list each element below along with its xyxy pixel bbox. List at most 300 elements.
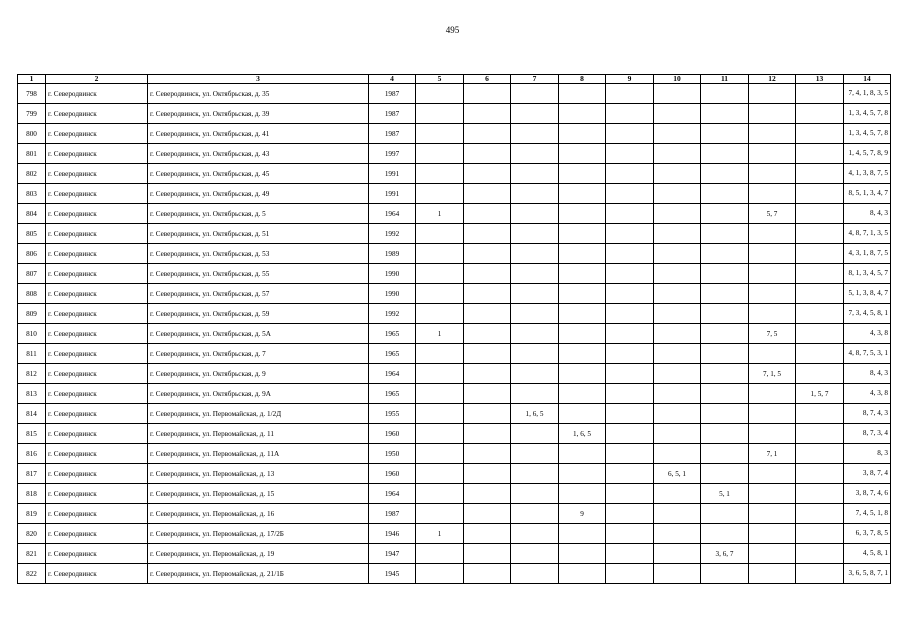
cell-col-7 bbox=[511, 524, 559, 544]
cell-col-14: 7, 4, 1, 8, 3, 5 bbox=[844, 84, 891, 104]
cell-col-13 bbox=[796, 344, 844, 364]
cell-col-7 bbox=[511, 164, 559, 184]
cell-col-7 bbox=[511, 544, 559, 564]
cell-col-14: 3, 6, 5, 8, 7, 1 bbox=[844, 564, 891, 584]
cell-col-5 bbox=[416, 384, 464, 404]
cell-col-6 bbox=[464, 144, 511, 164]
housing-registry-table bbox=[17, 74, 891, 584]
cell-year: 1990 bbox=[369, 264, 416, 284]
table-row bbox=[18, 484, 891, 504]
cell-col-8 bbox=[559, 364, 606, 384]
cell-settlement: г. Северодвинск bbox=[46, 364, 148, 384]
cell-col-8 bbox=[559, 564, 606, 584]
cell-col-9 bbox=[606, 144, 654, 164]
cell-year: 1964 bbox=[369, 484, 416, 504]
cell-col-6 bbox=[464, 124, 511, 144]
cell-col-9 bbox=[606, 84, 654, 104]
cell-col-12 bbox=[749, 484, 796, 504]
cell-settlement: г. Северодвинск bbox=[46, 484, 148, 504]
cell-year: 1960 bbox=[369, 424, 416, 444]
cell-settlement: г. Северодвинск bbox=[46, 184, 148, 204]
cell-col-14: 1, 3, 4, 5, 7, 8 bbox=[844, 124, 891, 144]
cell-col-6 bbox=[464, 444, 511, 464]
cell-year: 1991 bbox=[369, 184, 416, 204]
cell-col-14: 8, 4, 3 bbox=[844, 204, 891, 224]
cell-col-6 bbox=[464, 484, 511, 504]
cell-settlement: г. Северодвинск bbox=[46, 144, 148, 164]
cell-col-6 bbox=[464, 504, 511, 524]
cell-row-number: 814 bbox=[18, 404, 46, 424]
cell-col-7 bbox=[511, 224, 559, 244]
cell-col-7 bbox=[511, 284, 559, 304]
cell-col-9 bbox=[606, 224, 654, 244]
table-row bbox=[18, 404, 891, 424]
cell-year: 1992 bbox=[369, 304, 416, 324]
cell-col-13 bbox=[796, 524, 844, 544]
cell-col-6 bbox=[464, 104, 511, 124]
cell-col-7 bbox=[511, 344, 559, 364]
cell-col-10 bbox=[654, 104, 701, 124]
cell-col-8 bbox=[559, 444, 606, 464]
cell-settlement: г. Северодвинск bbox=[46, 564, 148, 584]
cell-col-7 bbox=[511, 104, 559, 124]
cell-row-number: 822 bbox=[18, 564, 46, 584]
cell-settlement: г. Северодвинск bbox=[46, 324, 148, 344]
column-header-11: 11 bbox=[701, 75, 749, 84]
column-header-4: 4 bbox=[369, 75, 416, 84]
cell-col-8 bbox=[559, 104, 606, 124]
cell-row-number: 800 bbox=[18, 124, 46, 144]
cell-col-8 bbox=[559, 304, 606, 324]
cell-col-10 bbox=[654, 324, 701, 344]
cell-col-11 bbox=[701, 144, 749, 164]
cell-col-6 bbox=[464, 344, 511, 364]
cell-col-12 bbox=[749, 544, 796, 564]
cell-col-14: 8, 4, 3 bbox=[844, 364, 891, 384]
cell-col-14: 4, 3, 1, 8, 7, 5 bbox=[844, 244, 891, 264]
cell-col-13 bbox=[796, 224, 844, 244]
column-header-14: 14 bbox=[844, 75, 891, 84]
cell-col-7 bbox=[511, 424, 559, 444]
cell-col-12: 7, 5 bbox=[749, 324, 796, 344]
cell-col-12 bbox=[749, 284, 796, 304]
cell-col-11: 5, 1 bbox=[701, 484, 749, 504]
cell-col-9 bbox=[606, 464, 654, 484]
cell-col-5: 1 bbox=[416, 524, 464, 544]
cell-col-12 bbox=[749, 264, 796, 284]
cell-col-12 bbox=[749, 224, 796, 244]
cell-year: 1987 bbox=[369, 124, 416, 144]
cell-col-11 bbox=[701, 224, 749, 244]
cell-col-10 bbox=[654, 224, 701, 244]
cell-col-6 bbox=[464, 204, 511, 224]
cell-row-number: 810 bbox=[18, 324, 46, 344]
cell-col-12 bbox=[749, 464, 796, 484]
cell-col-14: 1, 3, 4, 5, 7, 8 bbox=[844, 104, 891, 124]
cell-col-9 bbox=[606, 104, 654, 124]
cell-col-13 bbox=[796, 564, 844, 584]
cell-col-12 bbox=[749, 424, 796, 444]
cell-col-5 bbox=[416, 444, 464, 464]
cell-col-12 bbox=[749, 84, 796, 104]
cell-year: 1990 bbox=[369, 284, 416, 304]
cell-address: г. Северодвинск, ул. Первомайская, д. 11 bbox=[148, 424, 369, 444]
cell-col-12 bbox=[749, 504, 796, 524]
cell-col-14: 8, 5, 1, 3, 4, 7 bbox=[844, 184, 891, 204]
cell-settlement: г. Северодвинск bbox=[46, 464, 148, 484]
cell-col-14: 6, 3, 7, 8, 5 bbox=[844, 524, 891, 544]
cell-col-5 bbox=[416, 184, 464, 204]
cell-col-9 bbox=[606, 264, 654, 284]
cell-col-5 bbox=[416, 424, 464, 444]
cell-address: г. Северодвинск, ул. Первомайская, д. 15 bbox=[148, 484, 369, 504]
table-row bbox=[18, 204, 891, 224]
cell-col-5: 1 bbox=[416, 324, 464, 344]
cell-col-8 bbox=[559, 184, 606, 204]
table-row bbox=[18, 464, 891, 484]
cell-col-7 bbox=[511, 244, 559, 264]
cell-address: г. Северодвинск, ул. Октябрьская, д. 43 bbox=[148, 144, 369, 164]
cell-col-6 bbox=[464, 284, 511, 304]
table-row bbox=[18, 184, 891, 204]
cell-address: г. Северодвинск, ул. Первомайская, д. 13 bbox=[148, 464, 369, 484]
cell-col-7 bbox=[511, 484, 559, 504]
cell-col-11 bbox=[701, 404, 749, 424]
cell-address: г. Северодвинск, ул. Первомайская, д. 11А bbox=[148, 444, 369, 464]
cell-row-number: 818 bbox=[18, 484, 46, 504]
table-row bbox=[18, 344, 891, 364]
cell-col-8: 1, 6, 5 bbox=[559, 424, 606, 444]
cell-col-8: 9 bbox=[559, 504, 606, 524]
cell-col-13 bbox=[796, 324, 844, 344]
table-row bbox=[18, 224, 891, 244]
cell-col-12: 5, 7 bbox=[749, 204, 796, 224]
cell-col-8 bbox=[559, 404, 606, 424]
cell-settlement: г. Северодвинск bbox=[46, 124, 148, 144]
cell-col-11 bbox=[701, 564, 749, 584]
cell-settlement: г. Северодвинск bbox=[46, 164, 148, 184]
cell-col-11 bbox=[701, 184, 749, 204]
cell-col-9 bbox=[606, 524, 654, 544]
cell-col-8 bbox=[559, 344, 606, 364]
cell-col-11 bbox=[701, 364, 749, 384]
cell-col-13 bbox=[796, 424, 844, 444]
cell-col-10 bbox=[654, 304, 701, 324]
cell-col-5 bbox=[416, 344, 464, 364]
cell-col-13 bbox=[796, 144, 844, 164]
cell-settlement: г. Северодвинск bbox=[46, 504, 148, 524]
cell-year: 1946 bbox=[369, 524, 416, 544]
cell-settlement: г. Северодвинск bbox=[46, 104, 148, 124]
cell-year: 1987 bbox=[369, 84, 416, 104]
cell-col-13 bbox=[796, 204, 844, 224]
cell-col-5 bbox=[416, 224, 464, 244]
cell-col-11 bbox=[701, 264, 749, 284]
cell-col-14: 7, 3, 4, 5, 8, 1 bbox=[844, 304, 891, 324]
cell-col-14: 4, 3, 8 bbox=[844, 384, 891, 404]
cell-col-8 bbox=[559, 264, 606, 284]
cell-col-14: 8, 3 bbox=[844, 444, 891, 464]
cell-col-5 bbox=[416, 104, 464, 124]
cell-col-13 bbox=[796, 504, 844, 524]
table-row bbox=[18, 524, 891, 544]
cell-col-12 bbox=[749, 144, 796, 164]
cell-year: 1987 bbox=[369, 504, 416, 524]
cell-col-11 bbox=[701, 164, 749, 184]
column-header-8: 8 bbox=[559, 75, 606, 84]
cell-col-10 bbox=[654, 284, 701, 304]
cell-col-9 bbox=[606, 444, 654, 464]
cell-col-8 bbox=[559, 84, 606, 104]
cell-row-number: 817 bbox=[18, 464, 46, 484]
cell-col-13 bbox=[796, 264, 844, 284]
column-header-9: 9 bbox=[606, 75, 654, 84]
cell-col-7 bbox=[511, 204, 559, 224]
cell-col-6 bbox=[464, 384, 511, 404]
cell-col-11 bbox=[701, 344, 749, 364]
cell-col-14: 3, 8, 7, 4 bbox=[844, 464, 891, 484]
cell-col-13 bbox=[796, 84, 844, 104]
cell-address: г. Северодвинск, ул. Октябрьская, д. 39 bbox=[148, 104, 369, 124]
cell-address: г. Северодвинск, ул. Первомайская, д. 21/1Б bbox=[148, 564, 369, 584]
cell-col-7 bbox=[511, 184, 559, 204]
cell-col-14: 8, 1, 3, 4, 5, 7 bbox=[844, 264, 891, 284]
cell-col-8 bbox=[559, 244, 606, 264]
cell-year: 1960 bbox=[369, 464, 416, 484]
cell-col-8 bbox=[559, 484, 606, 504]
cell-col-9 bbox=[606, 184, 654, 204]
cell-col-11 bbox=[701, 524, 749, 544]
cell-col-8 bbox=[559, 144, 606, 164]
cell-settlement: г. Северодвинск bbox=[46, 344, 148, 364]
cell-address: г. Северодвинск, ул. Первомайская, д. 17/2Б bbox=[148, 524, 369, 544]
cell-address: г. Северодвинск, ул. Первомайская, д. 19 bbox=[148, 544, 369, 564]
table-row bbox=[18, 144, 891, 164]
cell-col-11: 3, 6, 7 bbox=[701, 544, 749, 564]
cell-col-6 bbox=[464, 224, 511, 244]
cell-col-12: 7, 1 bbox=[749, 444, 796, 464]
cell-row-number: 807 bbox=[18, 264, 46, 284]
cell-col-9 bbox=[606, 484, 654, 504]
cell-col-9 bbox=[606, 364, 654, 384]
cell-col-8 bbox=[559, 284, 606, 304]
cell-col-5 bbox=[416, 564, 464, 584]
cell-row-number: 801 bbox=[18, 144, 46, 164]
cell-address: г. Северодвинск, ул. Октябрьская, д. 57 bbox=[148, 284, 369, 304]
cell-col-11 bbox=[701, 244, 749, 264]
cell-col-10 bbox=[654, 344, 701, 364]
cell-col-7 bbox=[511, 324, 559, 344]
cell-col-13 bbox=[796, 484, 844, 504]
cell-col-10 bbox=[654, 404, 701, 424]
cell-col-11 bbox=[701, 124, 749, 144]
table-row bbox=[18, 284, 891, 304]
cell-col-6 bbox=[464, 304, 511, 324]
cell-row-number: 804 bbox=[18, 204, 46, 224]
cell-col-9 bbox=[606, 344, 654, 364]
cell-year: 1965 bbox=[369, 324, 416, 344]
cell-col-10 bbox=[654, 384, 701, 404]
cell-settlement: г. Северодвинск bbox=[46, 264, 148, 284]
cell-col-9 bbox=[606, 504, 654, 524]
table-row bbox=[18, 104, 891, 124]
cell-col-6 bbox=[464, 544, 511, 564]
cell-col-8 bbox=[559, 524, 606, 544]
cell-row-number: 809 bbox=[18, 304, 46, 324]
cell-col-13 bbox=[796, 364, 844, 384]
cell-year: 1964 bbox=[369, 204, 416, 224]
cell-col-9 bbox=[606, 384, 654, 404]
header-row bbox=[18, 75, 891, 84]
cell-col-6 bbox=[464, 404, 511, 424]
cell-col-12 bbox=[749, 304, 796, 324]
cell-col-6 bbox=[464, 524, 511, 544]
cell-row-number: 821 bbox=[18, 544, 46, 564]
cell-col-12 bbox=[749, 184, 796, 204]
cell-col-10 bbox=[654, 144, 701, 164]
cell-col-5 bbox=[416, 284, 464, 304]
cell-col-7 bbox=[511, 364, 559, 384]
cell-row-number: 806 bbox=[18, 244, 46, 264]
column-header-5: 5 bbox=[416, 75, 464, 84]
cell-year: 1965 bbox=[369, 344, 416, 364]
cell-col-5 bbox=[416, 84, 464, 104]
cell-col-13 bbox=[796, 544, 844, 564]
cell-col-14: 4, 8, 7, 5, 3, 1 bbox=[844, 344, 891, 364]
cell-row-number: 802 bbox=[18, 164, 46, 184]
table-row bbox=[18, 304, 891, 324]
column-header-10: 10 bbox=[654, 75, 701, 84]
cell-year: 1965 bbox=[369, 384, 416, 404]
cell-col-10 bbox=[654, 164, 701, 184]
cell-year: 1992 bbox=[369, 224, 416, 244]
cell-col-5 bbox=[416, 364, 464, 384]
cell-col-9 bbox=[606, 404, 654, 424]
cell-row-number: 798 bbox=[18, 84, 46, 104]
cell-col-14: 7, 4, 5, 1, 8 bbox=[844, 504, 891, 524]
table-row bbox=[18, 244, 891, 264]
cell-col-12 bbox=[749, 244, 796, 264]
cell-col-8 bbox=[559, 124, 606, 144]
cell-col-10 bbox=[654, 364, 701, 384]
cell-col-11 bbox=[701, 104, 749, 124]
cell-col-9 bbox=[606, 244, 654, 264]
cell-col-14: 4, 3, 8 bbox=[844, 324, 891, 344]
cell-col-13 bbox=[796, 104, 844, 124]
cell-settlement: г. Северодвинск bbox=[46, 544, 148, 564]
cell-col-5 bbox=[416, 304, 464, 324]
cell-row-number: 811 bbox=[18, 344, 46, 364]
cell-col-6 bbox=[464, 364, 511, 384]
cell-col-11 bbox=[701, 304, 749, 324]
cell-col-14: 4, 1, 3, 8, 7, 5 bbox=[844, 164, 891, 184]
cell-address: г. Северодвинск, ул. Октябрьская, д. 41 bbox=[148, 124, 369, 144]
table-row bbox=[18, 564, 891, 584]
cell-settlement: г. Северодвинск bbox=[46, 444, 148, 464]
cell-col-7: 1, 6, 5 bbox=[511, 404, 559, 424]
cell-year: 1989 bbox=[369, 244, 416, 264]
cell-year: 1964 bbox=[369, 364, 416, 384]
cell-col-13 bbox=[796, 304, 844, 324]
cell-settlement: г. Северодвинск bbox=[46, 84, 148, 104]
table-row bbox=[18, 124, 891, 144]
cell-col-8 bbox=[559, 224, 606, 244]
cell-year: 1955 bbox=[369, 404, 416, 424]
cell-col-10 bbox=[654, 484, 701, 504]
cell-address: г. Северодвинск, ул. Первомайская, д. 16 bbox=[148, 504, 369, 524]
cell-row-number: 815 bbox=[18, 424, 46, 444]
cell-col-6 bbox=[464, 264, 511, 284]
cell-col-6 bbox=[464, 564, 511, 584]
cell-col-7 bbox=[511, 384, 559, 404]
cell-row-number: 799 bbox=[18, 104, 46, 124]
cell-address: г. Северодвинск, ул. Октябрьская, д. 7 bbox=[148, 344, 369, 364]
cell-year: 1987 bbox=[369, 104, 416, 124]
table-row bbox=[18, 324, 891, 344]
cell-address: г. Северодвинск, ул. Октябрьская, д. 49 bbox=[148, 184, 369, 204]
cell-row-number: 812 bbox=[18, 364, 46, 384]
cell-col-9 bbox=[606, 304, 654, 324]
cell-address: г. Северодвинск, ул. Октябрьская, д. 9А bbox=[148, 384, 369, 404]
table-row bbox=[18, 544, 891, 564]
column-header-2: 2 bbox=[46, 75, 148, 84]
cell-settlement: г. Северодвинск bbox=[46, 424, 148, 444]
table-row bbox=[18, 264, 891, 284]
cell-row-number: 813 bbox=[18, 384, 46, 404]
cell-col-13 bbox=[796, 244, 844, 264]
cell-address: г. Северодвинск, ул. Первомайская, д. 1/2Д bbox=[148, 404, 369, 424]
cell-col-9 bbox=[606, 564, 654, 584]
table-row bbox=[18, 364, 891, 384]
cell-address: г. Северодвинск, ул. Октябрьская, д. 51 bbox=[148, 224, 369, 244]
cell-col-10 bbox=[654, 424, 701, 444]
cell-col-7 bbox=[511, 124, 559, 144]
cell-address: г. Северодвинск, ул. Октябрьская, д. 5А bbox=[148, 324, 369, 344]
cell-col-10 bbox=[654, 264, 701, 284]
cell-col-6 bbox=[464, 184, 511, 204]
cell-col-13 bbox=[796, 464, 844, 484]
cell-col-10 bbox=[654, 244, 701, 264]
cell-col-10 bbox=[654, 504, 701, 524]
cell-col-9 bbox=[606, 544, 654, 564]
cell-col-10 bbox=[654, 444, 701, 464]
cell-col-11 bbox=[701, 204, 749, 224]
cell-col-12 bbox=[749, 104, 796, 124]
cell-col-11 bbox=[701, 324, 749, 344]
cell-col-9 bbox=[606, 284, 654, 304]
cell-address: г. Северодвинск, ул. Октябрьская, д. 59 bbox=[148, 304, 369, 324]
cell-settlement: г. Северодвинск bbox=[46, 284, 148, 304]
cell-row-number: 820 bbox=[18, 524, 46, 544]
cell-col-13 bbox=[796, 444, 844, 464]
cell-col-14: 8, 7, 3, 4 bbox=[844, 424, 891, 444]
cell-col-5: 1 bbox=[416, 204, 464, 224]
column-header-12: 12 bbox=[749, 75, 796, 84]
cell-settlement: г. Северодвинск bbox=[46, 524, 148, 544]
column-header-3: 3 bbox=[148, 75, 369, 84]
cell-col-5 bbox=[416, 464, 464, 484]
cell-col-12 bbox=[749, 524, 796, 544]
cell-col-6 bbox=[464, 424, 511, 444]
cell-col-8 bbox=[559, 464, 606, 484]
cell-col-12: 7, 1, 5 bbox=[749, 364, 796, 384]
cell-col-7 bbox=[511, 444, 559, 464]
cell-col-13: 1, 5, 7 bbox=[796, 384, 844, 404]
table-row bbox=[18, 164, 891, 184]
cell-col-14: 3, 8, 7, 4, 6 bbox=[844, 484, 891, 504]
column-header-1: 1 bbox=[18, 75, 46, 84]
cell-col-10 bbox=[654, 184, 701, 204]
